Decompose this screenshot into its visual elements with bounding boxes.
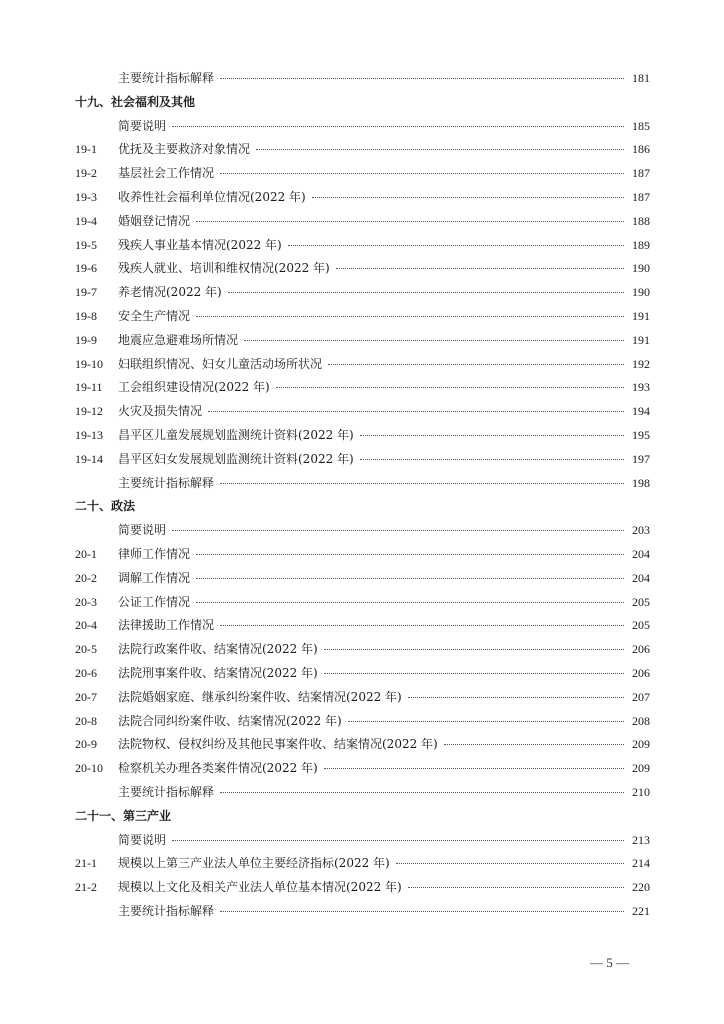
toc-entry[interactable] bbox=[75, 188, 650, 212]
page-ref: 187 bbox=[632, 166, 650, 181]
toc-entry[interactable] bbox=[75, 331, 650, 355]
toc-entry[interactable] bbox=[75, 474, 650, 498]
dot-leader bbox=[256, 149, 624, 150]
toc-entry[interactable] bbox=[75, 140, 650, 164]
table-number: 19-7 bbox=[75, 285, 97, 300]
entry-title: 法院合同纠纷案件收、结案情况(2022 年) bbox=[118, 713, 342, 728]
toc-entry[interactable] bbox=[75, 236, 650, 260]
page-ref: 204 bbox=[632, 546, 650, 561]
dot-leader bbox=[220, 911, 624, 912]
entry-title: 简要说明 bbox=[118, 118, 167, 133]
table-number: 19-11 bbox=[75, 380, 103, 395]
page-ref: 206 bbox=[632, 642, 650, 657]
toc-entry[interactable] bbox=[75, 854, 650, 878]
dot-leader bbox=[196, 316, 624, 317]
table-number: 20-3 bbox=[75, 594, 97, 609]
table-number: 20-9 bbox=[75, 737, 97, 752]
entry-title: 法院婚姻家庭、继承纠纷案件收、结案情况(2022 年) bbox=[118, 689, 402, 704]
dot-leader bbox=[348, 721, 624, 722]
entry-title: 主要统计指标解释 bbox=[118, 903, 215, 918]
page-ref: 194 bbox=[632, 404, 650, 419]
entry-title: 简要说明 bbox=[118, 832, 167, 847]
dot-leader bbox=[196, 554, 624, 555]
toc-entry[interactable] bbox=[75, 664, 650, 688]
dot-leader bbox=[172, 126, 624, 127]
entry-title: 基层社会工作情况 bbox=[118, 166, 215, 181]
dot-leader bbox=[172, 530, 624, 531]
dot-leader bbox=[220, 792, 624, 793]
entry-title: 公证工作情况 bbox=[118, 594, 191, 609]
entry-title: 火灾及损失情况 bbox=[118, 404, 203, 419]
dot-leader bbox=[408, 697, 624, 698]
toc-entry[interactable] bbox=[75, 616, 650, 640]
entry-title: 残疾人事业基本情况(2022 年) bbox=[118, 237, 282, 252]
dot-leader bbox=[220, 78, 624, 79]
table-number: 19-3 bbox=[75, 189, 97, 204]
entry-title: 规模以上文化及相关产业法人单位基本情况(2022 年) bbox=[118, 880, 402, 895]
toc-entry[interactable] bbox=[75, 640, 650, 664]
page-ref: 205 bbox=[632, 594, 650, 609]
page-ref: 207 bbox=[632, 689, 650, 704]
page-ref: 198 bbox=[632, 475, 650, 490]
page-ref: 195 bbox=[632, 427, 650, 442]
section-title: 二十、政法 bbox=[75, 499, 136, 514]
table-number: 19-4 bbox=[75, 213, 97, 228]
entry-title: 主要统计指标解释 bbox=[118, 784, 215, 799]
entry-title: 昌平区儿童发展规划监测统计资料(2022 年) bbox=[118, 427, 354, 442]
dot-leader bbox=[220, 483, 624, 484]
entry-title: 主要统计指标解释 bbox=[118, 475, 215, 490]
toc-entry[interactable] bbox=[75, 759, 650, 783]
toc-entry[interactable] bbox=[75, 307, 650, 331]
dot-leader bbox=[244, 340, 624, 341]
page-ref: 189 bbox=[632, 237, 650, 252]
dot-leader bbox=[328, 364, 624, 365]
page-ref: 209 bbox=[632, 761, 650, 776]
dot-leader bbox=[408, 887, 624, 888]
toc-entry[interactable] bbox=[75, 902, 650, 926]
table-number: 19-13 bbox=[75, 427, 103, 442]
entry-title: 主要统计指标解释 bbox=[118, 71, 215, 85]
table-number: 19-14 bbox=[75, 451, 103, 466]
toc-entry[interactable] bbox=[75, 283, 650, 307]
toc-entry[interactable] bbox=[75, 378, 650, 402]
page-ref: 197 bbox=[632, 451, 650, 466]
entry-title: 优抚及主要救济对象情况 bbox=[118, 142, 251, 157]
table-number: 19-2 bbox=[75, 166, 97, 181]
page-ref: 220 bbox=[632, 880, 650, 895]
table-number: 20-1 bbox=[75, 546, 97, 561]
toc-entry[interactable] bbox=[75, 783, 650, 807]
page-ref: 191 bbox=[632, 332, 650, 347]
table-number: 19-8 bbox=[75, 308, 97, 323]
dot-leader bbox=[220, 173, 624, 174]
dot-leader bbox=[324, 768, 624, 769]
page-ref: 210 bbox=[632, 784, 650, 799]
toc-entry[interactable] bbox=[75, 69, 650, 93]
entry-title: 昌平区妇女发展规划监测统计资料(2022 年) bbox=[118, 451, 354, 466]
page-ref: 204 bbox=[632, 570, 650, 585]
toc-entry[interactable] bbox=[75, 878, 650, 902]
page-ref: 208 bbox=[632, 713, 650, 728]
dot-leader bbox=[336, 268, 624, 269]
entry-title: 妇联组织情况、妇女儿童活动场所状况 bbox=[118, 356, 323, 371]
toc-entry[interactable] bbox=[75, 712, 650, 736]
entry-title: 安全生产情况 bbox=[118, 308, 191, 323]
toc-entry[interactable] bbox=[75, 735, 650, 759]
dot-leader bbox=[324, 649, 624, 650]
page-ref: 187 bbox=[632, 189, 650, 204]
entry-title: 地震应急避难场所情况 bbox=[118, 332, 239, 347]
entry-title: 检察机关办理各类案件情况(2022 年) bbox=[118, 761, 318, 776]
entry-title: 婚姻登记情况 bbox=[118, 213, 191, 228]
page-ref: 206 bbox=[632, 665, 650, 680]
page-ref: 186 bbox=[632, 142, 650, 157]
toc-entry[interactable] bbox=[75, 355, 650, 379]
toc-entry[interactable] bbox=[75, 450, 650, 474]
table-number: 20-10 bbox=[75, 761, 103, 776]
dot-leader bbox=[196, 221, 624, 222]
table-number: 20-7 bbox=[75, 689, 97, 704]
dot-leader bbox=[324, 673, 624, 674]
table-number: 20-8 bbox=[75, 713, 97, 728]
table-number: 20-2 bbox=[75, 570, 97, 585]
entry-title: 法院物权、侵权纠纷及其他民事案件收、结案情况(2022 年) bbox=[118, 737, 438, 752]
dot-leader bbox=[228, 292, 624, 293]
toc-entry[interactable] bbox=[75, 212, 650, 236]
toc-entry[interactable] bbox=[75, 593, 650, 617]
page-ref: 214 bbox=[632, 856, 650, 871]
toc-entry[interactable] bbox=[75, 259, 650, 283]
dot-leader bbox=[220, 625, 624, 626]
page-number: — 5 — bbox=[590, 955, 629, 970]
dot-leader bbox=[172, 840, 624, 841]
toc-entry[interactable] bbox=[75, 688, 650, 712]
dot-leader bbox=[396, 863, 624, 864]
table-number: 19-12 bbox=[75, 404, 103, 419]
page-ref: 190 bbox=[632, 285, 650, 300]
dot-leader bbox=[288, 245, 624, 246]
entry-title: 法院行政案件收、结案情况(2022 年) bbox=[118, 642, 318, 657]
page-ref: 213 bbox=[632, 832, 650, 847]
page-ref: 188 bbox=[632, 213, 650, 228]
entry-title: 工会组织建设情况(2022 年) bbox=[118, 380, 270, 395]
entry-title: 规模以上第三产业法人单位主要经济指标(2022 年) bbox=[118, 856, 390, 871]
table-number: 20-5 bbox=[75, 642, 97, 657]
table-number: 19-5 bbox=[75, 237, 97, 252]
page-ref: 221 bbox=[632, 903, 650, 918]
page-ref: 190 bbox=[632, 261, 650, 276]
entry-title: 简要说明 bbox=[118, 523, 167, 538]
dot-leader bbox=[208, 411, 624, 412]
entry-title: 律师工作情况 bbox=[118, 546, 191, 561]
toc-entry[interactable] bbox=[75, 569, 650, 593]
toc-entry[interactable] bbox=[75, 831, 650, 855]
toc-section-heading bbox=[75, 497, 650, 521]
page-ref: 205 bbox=[632, 618, 650, 633]
section-title: 二十一、第三产业 bbox=[75, 808, 172, 823]
page-ref: 209 bbox=[632, 737, 650, 752]
page-ref: 193 bbox=[632, 380, 650, 395]
table-number: 19-10 bbox=[75, 356, 103, 371]
dot-leader bbox=[196, 578, 624, 579]
page-ref: 185 bbox=[632, 118, 650, 133]
dot-leader bbox=[276, 387, 624, 388]
dot-leader bbox=[444, 744, 624, 745]
toc-entry[interactable] bbox=[75, 521, 650, 545]
table-number: 20-4 bbox=[75, 618, 97, 633]
table-number: 20-6 bbox=[75, 665, 97, 680]
section-title: 十九、社会福利及其他 bbox=[75, 94, 196, 109]
dot-leader bbox=[312, 197, 624, 198]
dot-leader bbox=[196, 602, 624, 603]
toc-entry[interactable] bbox=[75, 117, 650, 141]
table-number: 19-6 bbox=[75, 261, 97, 276]
toc-entry[interactable] bbox=[75, 402, 650, 426]
entry-title: 收养性社会福利单位情况(2022 年) bbox=[118, 189, 306, 204]
dot-leader bbox=[360, 435, 624, 436]
page-ref: 203 bbox=[632, 523, 650, 538]
toc-section-heading bbox=[75, 93, 650, 117]
toc-entry[interactable] bbox=[75, 164, 650, 188]
page-ref: 191 bbox=[632, 308, 650, 323]
entry-title: 法院刑事案件收、结案情况(2022 年) bbox=[118, 665, 318, 680]
entry-title: 法律援助工作情况 bbox=[118, 618, 215, 633]
dot-leader bbox=[360, 459, 624, 460]
toc-entry[interactable] bbox=[75, 545, 650, 569]
entry-title: 残疾人就业、培训和维权情况(2022 年) bbox=[118, 261, 330, 276]
toc-entry[interactable] bbox=[75, 426, 650, 450]
table-number: 21-2 bbox=[75, 880, 97, 895]
entry-title: 调解工作情况 bbox=[118, 570, 191, 585]
page-ref: 181 bbox=[632, 71, 650, 85]
table-of-contents bbox=[75, 69, 650, 926]
table-number: 19-1 bbox=[75, 142, 97, 157]
table-number: 19-9 bbox=[75, 332, 97, 347]
toc-section-heading bbox=[75, 807, 650, 831]
entry-title: 养老情况(2022 年) bbox=[118, 285, 222, 300]
page-ref: 192 bbox=[632, 356, 650, 371]
table-number: 21-1 bbox=[75, 856, 97, 871]
